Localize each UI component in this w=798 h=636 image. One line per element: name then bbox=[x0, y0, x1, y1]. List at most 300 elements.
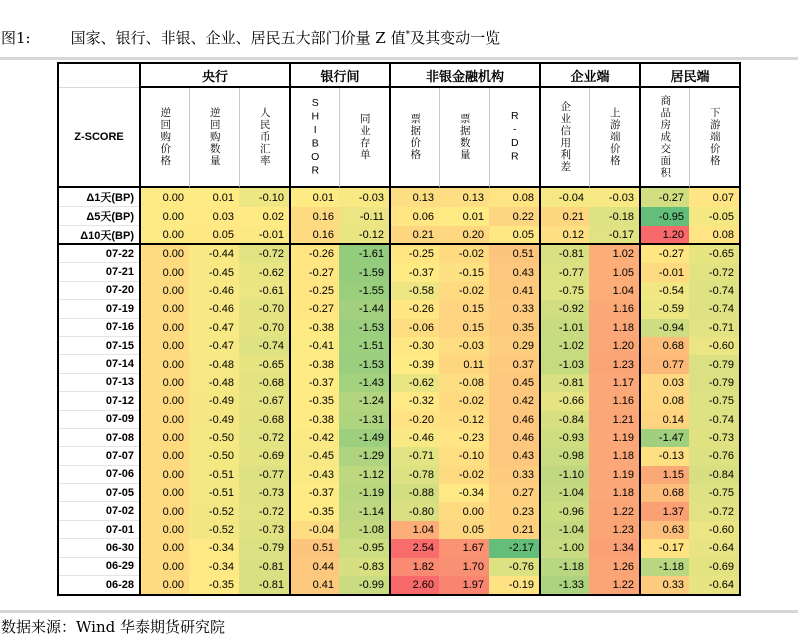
zscore-cell: -0.79 bbox=[689, 374, 739, 392]
zscore-cell: -0.37 bbox=[289, 484, 339, 502]
zscore-cell: 0.37 bbox=[489, 355, 539, 373]
zscore-cell: -0.54 bbox=[639, 282, 689, 300]
zscore-cell: -0.76 bbox=[489, 558, 539, 576]
zscore-cell: -0.75 bbox=[689, 484, 739, 502]
zscore-cell: 0.21 bbox=[389, 226, 439, 245]
date-row-label: 07-02 bbox=[59, 502, 139, 520]
zscore-cell: 0.06 bbox=[389, 207, 439, 226]
zscore-cell: -0.79 bbox=[239, 539, 289, 557]
figure-title-suffix: 及其变动一览 bbox=[410, 29, 501, 47]
zscore-cell: -0.96 bbox=[539, 502, 589, 520]
zscore-cell: -0.27 bbox=[639, 188, 689, 207]
divider-top bbox=[0, 57, 798, 60]
zscore-cell: -1.18 bbox=[639, 558, 689, 576]
date-row-label: 07-01 bbox=[59, 521, 139, 539]
figure-title bbox=[1, 27, 500, 48]
zscore-cell: -0.48 bbox=[189, 374, 239, 392]
zscore-cell: -0.04 bbox=[289, 521, 339, 539]
zscore-cell: -0.51 bbox=[189, 484, 239, 502]
zscore-cell: 1.20 bbox=[589, 337, 639, 355]
zscore-cell: -0.68 bbox=[239, 411, 289, 429]
zscore-cell: 0.00 bbox=[139, 447, 189, 465]
zscore-cell: -1.44 bbox=[339, 300, 389, 318]
zscore-cell: -0.73 bbox=[239, 484, 289, 502]
zscore-cell: -0.71 bbox=[689, 319, 739, 337]
zscore-cell: -0.60 bbox=[689, 521, 739, 539]
date-row-label: 07-12 bbox=[59, 392, 139, 410]
zscore-cell: -1.18 bbox=[539, 558, 589, 576]
zscore-cell: -0.35 bbox=[289, 502, 339, 520]
zscore-cell: 0.00 bbox=[139, 337, 189, 355]
zscore-cell: 0.00 bbox=[139, 558, 189, 576]
zscore-cell: 0.03 bbox=[639, 374, 689, 392]
zscore-cell: -0.26 bbox=[389, 300, 439, 318]
zscore-cell: 0.00 bbox=[139, 374, 189, 392]
zscore-cell: -1.49 bbox=[339, 429, 389, 447]
zscore-cell: -1.04 bbox=[539, 521, 589, 539]
zscore-cell: -0.72 bbox=[239, 245, 289, 263]
zscore-cell: 0.33 bbox=[489, 300, 539, 318]
zscore-cell: 0.00 bbox=[139, 300, 189, 318]
zscore-cell: -1.24 bbox=[339, 392, 389, 410]
zscore-cell: -0.04 bbox=[539, 188, 589, 207]
zscore-cell: -0.34 bbox=[189, 539, 239, 557]
zscore-cell: -0.66 bbox=[539, 392, 589, 410]
zscore-cell: -0.32 bbox=[389, 392, 439, 410]
zscore-cell: 0.01 bbox=[189, 188, 239, 207]
zscore-cell: -0.49 bbox=[189, 392, 239, 410]
zscore-cell: -0.10 bbox=[439, 447, 489, 465]
zscore-cell: 0.05 bbox=[489, 226, 539, 245]
zscore-cell: 0.00 bbox=[139, 411, 189, 429]
date-row-label: 07-06 bbox=[59, 466, 139, 484]
zscore-cell: 1.34 bbox=[589, 539, 639, 557]
zscore-cell: -2.17 bbox=[489, 539, 539, 557]
zscore-cell: 0.00 bbox=[139, 502, 189, 520]
date-row-label: 07-07 bbox=[59, 447, 139, 465]
zscore-cell: 0.14 bbox=[639, 411, 689, 429]
zscore-cell: -0.72 bbox=[689, 502, 739, 520]
zscore-cell: -0.44 bbox=[189, 245, 239, 263]
zscore-cell: 0.00 bbox=[139, 245, 189, 263]
zscore-cell: -0.76 bbox=[689, 447, 739, 465]
delta-row-label: Δ10天(BP) bbox=[59, 226, 139, 245]
zscore-cell: -0.37 bbox=[289, 374, 339, 392]
date-row-label: 07-22 bbox=[59, 245, 139, 263]
zscore-cell: 0.13 bbox=[389, 188, 439, 207]
zscore-cell: 0.41 bbox=[289, 576, 339, 594]
zscore-cell: 0.00 bbox=[139, 188, 189, 207]
zscore-cell: -0.69 bbox=[239, 447, 289, 465]
zscore-cell: -0.93 bbox=[539, 429, 589, 447]
column-header: 逆回购数量 bbox=[189, 88, 239, 188]
zscore-cell: -0.88 bbox=[389, 484, 439, 502]
zscore-cell: -1.53 bbox=[339, 319, 389, 337]
zscore-cell: -0.59 bbox=[639, 300, 689, 318]
zscore-cell: 0.43 bbox=[489, 263, 539, 281]
zscore-cell: -0.48 bbox=[189, 355, 239, 373]
zscore-cell: 0.63 bbox=[639, 521, 689, 539]
zscore-cell: 1.17 bbox=[589, 374, 639, 392]
zscore-cell: 0.15 bbox=[439, 319, 489, 337]
zscore-cell: -0.74 bbox=[239, 337, 289, 355]
zscore-cell: -1.12 bbox=[339, 466, 389, 484]
zscore-cell: 0.29 bbox=[489, 337, 539, 355]
zscore-cell: -0.27 bbox=[289, 263, 339, 281]
zscore-cell: -0.80 bbox=[389, 502, 439, 520]
zscore-cell: -0.46 bbox=[189, 300, 239, 318]
date-row-label: 07-08 bbox=[59, 429, 139, 447]
zscore-cell: 0.46 bbox=[489, 429, 539, 447]
zscore-cell: -0.18 bbox=[589, 207, 639, 226]
zscore-cell: 1.18 bbox=[589, 319, 639, 337]
zscore-cell: 0.45 bbox=[489, 374, 539, 392]
column-header: 同业存单 bbox=[339, 88, 389, 188]
zscore-cell: -0.74 bbox=[689, 411, 739, 429]
zscore-cell: 1.16 bbox=[589, 392, 639, 410]
date-row-label: 07-05 bbox=[59, 484, 139, 502]
zscore-cell: -0.38 bbox=[289, 355, 339, 373]
zscore-cell: 1.26 bbox=[589, 558, 639, 576]
column-header: SHIBOR bbox=[289, 88, 339, 188]
zscore-cell: -0.27 bbox=[639, 245, 689, 263]
zscore-cell: 0.12 bbox=[539, 226, 589, 245]
zscore-cell: -0.08 bbox=[439, 374, 489, 392]
zscore-cell: 0.00 bbox=[139, 429, 189, 447]
zscore-cell: -0.64 bbox=[689, 539, 739, 557]
zscore-cell: 1.04 bbox=[389, 521, 439, 539]
zscore-cell: -0.02 bbox=[439, 245, 489, 263]
zscore-cell: 0.33 bbox=[489, 466, 539, 484]
zscore-cell: -0.98 bbox=[539, 447, 589, 465]
zscore-cell: -1.47 bbox=[639, 429, 689, 447]
delta-row-label: Δ5天(BP) bbox=[59, 207, 139, 226]
zscore-cell: 1.05 bbox=[589, 263, 639, 281]
column-header: 票据价格 bbox=[389, 88, 439, 188]
data-source: 数据来源：Wind 华泰期货研究院 bbox=[1, 618, 225, 636]
zscore-cell: -0.74 bbox=[689, 300, 739, 318]
zscore-cell: 0.00 bbox=[439, 502, 489, 520]
zscore-cell: -0.49 bbox=[189, 411, 239, 429]
zscore-cell: -0.45 bbox=[289, 447, 339, 465]
column-header: 人民币汇率 bbox=[239, 88, 289, 188]
zscore-cell: -0.35 bbox=[189, 576, 239, 594]
zscore-cell: -0.77 bbox=[539, 263, 589, 281]
zscore-cell: -1.55 bbox=[339, 282, 389, 300]
zscore-cell: 0.00 bbox=[139, 319, 189, 337]
zscore-cell: -0.37 bbox=[389, 263, 439, 281]
zscore-cell: 0.21 bbox=[539, 207, 589, 226]
figure-title-superscript: * bbox=[405, 30, 411, 40]
zscore-cell: 0.00 bbox=[139, 263, 189, 281]
zscore-cell: -0.94 bbox=[639, 319, 689, 337]
zscore-cell: 0.16 bbox=[289, 226, 339, 245]
zscore-cell: -0.02 bbox=[439, 466, 489, 484]
zscore-cell: -0.02 bbox=[439, 392, 489, 410]
figure-label: 图1: bbox=[1, 29, 31, 47]
zscore-cell: -0.34 bbox=[189, 558, 239, 576]
zscore-cell: -0.75 bbox=[539, 282, 589, 300]
zscore-cell: -0.35 bbox=[289, 392, 339, 410]
zscore-cell: 0.00 bbox=[139, 355, 189, 373]
zscore-cell: 0.08 bbox=[489, 188, 539, 207]
zscore-cell: -0.77 bbox=[239, 466, 289, 484]
column-header: 票据数量 bbox=[439, 88, 489, 188]
zscore-cell: 1.21 bbox=[589, 411, 639, 429]
zscore-cell: -0.15 bbox=[439, 263, 489, 281]
zscore-cell: -0.72 bbox=[239, 502, 289, 520]
zscore-cell: -0.81 bbox=[239, 576, 289, 594]
zscore-cell: -0.84 bbox=[539, 411, 589, 429]
zscore-cell: 0.33 bbox=[639, 576, 689, 594]
zscore-cell: -0.74 bbox=[689, 282, 739, 300]
zscore-cell: -0.52 bbox=[189, 502, 239, 520]
zscore-cell: -0.47 bbox=[189, 319, 239, 337]
zscore-cell: 0.02 bbox=[239, 207, 289, 226]
delta-row-label: Δ1天(BP) bbox=[59, 188, 139, 207]
zscore-cell: -1.02 bbox=[539, 337, 589, 355]
date-row-label: 07-13 bbox=[59, 374, 139, 392]
zscore-cell: 0.11 bbox=[439, 355, 489, 373]
zscore-cell: 1.22 bbox=[589, 576, 639, 594]
zscore-cell: -1.00 bbox=[539, 539, 589, 557]
zscore-cell: 0.68 bbox=[639, 337, 689, 355]
zscore-cell: 2.54 bbox=[389, 539, 439, 557]
zscore-cell: -0.68 bbox=[239, 374, 289, 392]
zscore-cell: 0.23 bbox=[489, 502, 539, 520]
zscore-cell: -0.19 bbox=[489, 576, 539, 594]
zscore-cell: -0.58 bbox=[389, 282, 439, 300]
zscore-cell: -1.51 bbox=[339, 337, 389, 355]
zscore-cell: 0.51 bbox=[489, 245, 539, 263]
date-row-label: 07-20 bbox=[59, 282, 139, 300]
zscore-cell: 1.19 bbox=[589, 429, 639, 447]
zscore-cell: -0.81 bbox=[539, 245, 589, 263]
zscore-cell: 0.51 bbox=[289, 539, 339, 557]
zscore-cell: 0.03 bbox=[189, 207, 239, 226]
zscore-cell: -1.08 bbox=[339, 521, 389, 539]
zscore-cell: -0.41 bbox=[289, 337, 339, 355]
zscore-cell: -0.71 bbox=[389, 447, 439, 465]
group-header: 非银金融机构 bbox=[389, 64, 539, 88]
zscore-cell: -0.67 bbox=[239, 392, 289, 410]
zscore-cell: 1.67 bbox=[439, 539, 489, 557]
zscore-cell: -0.27 bbox=[289, 300, 339, 318]
zscore-cell: -0.45 bbox=[189, 263, 239, 281]
date-row-label: 07-16 bbox=[59, 319, 139, 337]
zscore-cell: -0.17 bbox=[589, 226, 639, 245]
zscore-cell: -0.30 bbox=[389, 337, 439, 355]
zscore-cell: -1.04 bbox=[539, 484, 589, 502]
zscore-cell: -0.13 bbox=[639, 447, 689, 465]
zscore-cell: 0.68 bbox=[639, 484, 689, 502]
zscore-cell: -0.69 bbox=[689, 558, 739, 576]
zscore-cell: -0.95 bbox=[639, 207, 689, 226]
zscore-cell: 0.08 bbox=[689, 226, 739, 245]
zscore-cell: 1.22 bbox=[589, 502, 639, 520]
zscore-cell: -0.72 bbox=[689, 263, 739, 281]
zscore-cell: -0.34 bbox=[439, 484, 489, 502]
zscore-cell: -0.06 bbox=[389, 319, 439, 337]
zscore-cell: -0.02 bbox=[439, 282, 489, 300]
zscore-cell: -0.60 bbox=[689, 337, 739, 355]
zscore-cell: -0.23 bbox=[439, 429, 489, 447]
zscore-cell: 0.77 bbox=[639, 355, 689, 373]
zscore-cell: -1.19 bbox=[339, 484, 389, 502]
zscore-cell: -0.25 bbox=[389, 245, 439, 263]
zscore-cell: 0.00 bbox=[139, 207, 189, 226]
figure-title-text: 国家、银行、非银、企业、居民五大部门价量 Z 值*及其变动一览 bbox=[70, 29, 501, 47]
column-header: 企业信用利差 bbox=[539, 88, 589, 188]
zscore-cell: -0.73 bbox=[689, 429, 739, 447]
zscore-cell: -1.33 bbox=[539, 576, 589, 594]
zscore-cell: 1.18 bbox=[589, 447, 639, 465]
zscore-cell: -0.20 bbox=[389, 411, 439, 429]
zscore-cell: -0.03 bbox=[339, 188, 389, 207]
column-header: 商品房成交面积 bbox=[639, 88, 689, 188]
zscore-cell: -0.62 bbox=[239, 263, 289, 281]
zscore-cell: 0.01 bbox=[439, 207, 489, 226]
column-header: 下游端价格 bbox=[689, 88, 739, 188]
zscore-cell: -0.39 bbox=[389, 355, 439, 373]
zscore-cell: 1.82 bbox=[389, 558, 439, 576]
corner-spacer bbox=[59, 64, 139, 88]
zscore-cell: -0.47 bbox=[189, 337, 239, 355]
zscore-heatmap-table bbox=[57, 62, 741, 596]
zscore-cell: -0.99 bbox=[339, 576, 389, 594]
zscore-cell: -0.01 bbox=[239, 226, 289, 245]
zscore-cell: 1.15 bbox=[639, 466, 689, 484]
zscore-cell: 1.37 bbox=[639, 502, 689, 520]
zscore-cell: 0.05 bbox=[439, 521, 489, 539]
zscore-cell: 1.04 bbox=[589, 282, 639, 300]
zscore-cell: -0.12 bbox=[439, 411, 489, 429]
zscore-cell: -0.61 bbox=[239, 282, 289, 300]
zscore-cell: -0.62 bbox=[389, 374, 439, 392]
zscore-cell: -1.59 bbox=[339, 263, 389, 281]
zscore-cell: -0.42 bbox=[289, 429, 339, 447]
zscore-cell: -0.84 bbox=[689, 466, 739, 484]
zscore-cell: -0.51 bbox=[189, 466, 239, 484]
zscore-cell: -0.73 bbox=[239, 521, 289, 539]
zscore-cell: -0.25 bbox=[289, 282, 339, 300]
zscore-cell: -0.17 bbox=[639, 539, 689, 557]
zscore-cell: 1.97 bbox=[439, 576, 489, 594]
zscore-cell: 1.02 bbox=[589, 245, 639, 263]
zscore-cell: -0.83 bbox=[339, 558, 389, 576]
date-row-label: 07-09 bbox=[59, 411, 139, 429]
zscore-cell: -0.70 bbox=[239, 319, 289, 337]
zscore-cell: -0.75 bbox=[689, 392, 739, 410]
zscore-cell: 0.00 bbox=[139, 521, 189, 539]
zscore-cell: -0.43 bbox=[289, 466, 339, 484]
corner-label: Z-SCORE bbox=[59, 88, 139, 188]
zscore-cell: -0.26 bbox=[289, 245, 339, 263]
zscore-cell: -0.03 bbox=[589, 188, 639, 207]
zscore-cell: -0.65 bbox=[689, 245, 739, 263]
zscore-cell: 0.01 bbox=[289, 188, 339, 207]
zscore-cell: -0.46 bbox=[389, 429, 439, 447]
zscore-cell: -0.50 bbox=[189, 447, 239, 465]
divider-bottom bbox=[0, 610, 798, 613]
date-row-label: 07-14 bbox=[59, 355, 139, 373]
zscore-cell: 0.13 bbox=[439, 188, 489, 207]
date-row-label: 07-15 bbox=[59, 337, 139, 355]
group-header: 企业端 bbox=[539, 64, 639, 88]
zscore-cell: -1.61 bbox=[339, 245, 389, 263]
zscore-cell: -0.72 bbox=[239, 429, 289, 447]
zscore-cell: -0.11 bbox=[339, 207, 389, 226]
date-row-label: 06-30 bbox=[59, 539, 139, 557]
zscore-cell: 0.20 bbox=[439, 226, 489, 245]
group-header: 银行间 bbox=[289, 64, 389, 88]
zscore-cell: -0.92 bbox=[539, 300, 589, 318]
zscore-cell: -0.81 bbox=[539, 374, 589, 392]
zscore-cell: -1.01 bbox=[539, 319, 589, 337]
zscore-cell: -0.05 bbox=[689, 207, 739, 226]
zscore-cell: -0.50 bbox=[189, 429, 239, 447]
date-row-label: 07-19 bbox=[59, 300, 139, 318]
zscore-cell: 0.16 bbox=[289, 207, 339, 226]
zscore-cell: 1.19 bbox=[589, 466, 639, 484]
zscore-cell: 1.70 bbox=[439, 558, 489, 576]
date-row-label: 06-28 bbox=[59, 576, 139, 594]
zscore-cell: -1.03 bbox=[539, 355, 589, 373]
zscore-cell: 0.41 bbox=[489, 282, 539, 300]
zscore-cell: 0.15 bbox=[439, 300, 489, 318]
zscore-cell: 0.46 bbox=[489, 411, 539, 429]
zscore-cell: -0.46 bbox=[189, 282, 239, 300]
zscore-cell: 0.22 bbox=[489, 207, 539, 226]
zscore-cell: 0.05 bbox=[189, 226, 239, 245]
zscore-cell: 0.21 bbox=[489, 521, 539, 539]
column-header: R-DR bbox=[489, 88, 539, 188]
zscore-cell: 0.00 bbox=[139, 576, 189, 594]
date-row-label: 07-21 bbox=[59, 263, 139, 281]
zscore-cell: 0.43 bbox=[489, 447, 539, 465]
zscore-cell: 0.07 bbox=[689, 188, 739, 207]
zscore-cell: 0.00 bbox=[139, 484, 189, 502]
zscore-cell: -1.31 bbox=[339, 411, 389, 429]
zscore-cell: 0.00 bbox=[139, 282, 189, 300]
zscore-cell: -1.10 bbox=[539, 466, 589, 484]
zscore-cell: -0.38 bbox=[289, 411, 339, 429]
zscore-cell: -0.12 bbox=[339, 226, 389, 245]
zscore-cell: -1.43 bbox=[339, 374, 389, 392]
zscore-cell: 1.23 bbox=[589, 355, 639, 373]
zscore-cell: -0.38 bbox=[289, 319, 339, 337]
column-header: 逆回购价格 bbox=[139, 88, 189, 188]
zscore-cell: 1.23 bbox=[589, 521, 639, 539]
zscore-cell: 0.08 bbox=[639, 392, 689, 410]
zscore-cell: -0.81 bbox=[239, 558, 289, 576]
zscore-cell: -0.79 bbox=[689, 355, 739, 373]
zscore-cell: -1.29 bbox=[339, 447, 389, 465]
zscore-cell: -0.65 bbox=[239, 355, 289, 373]
zscore-cell: 1.16 bbox=[589, 300, 639, 318]
zscore-cell: 0.00 bbox=[139, 466, 189, 484]
zscore-cell: -1.14 bbox=[339, 502, 389, 520]
zscore-cell: 0.00 bbox=[139, 539, 189, 557]
zscore-cell: 0.27 bbox=[489, 484, 539, 502]
zscore-cell: 0.00 bbox=[139, 392, 189, 410]
zscore-cell: -0.78 bbox=[389, 466, 439, 484]
zscore-cell: -0.01 bbox=[639, 263, 689, 281]
zscore-cell: -0.52 bbox=[189, 521, 239, 539]
zscore-cell: -0.10 bbox=[239, 188, 289, 207]
date-row-label: 06-29 bbox=[59, 558, 139, 576]
zscore-cell: 1.18 bbox=[589, 484, 639, 502]
